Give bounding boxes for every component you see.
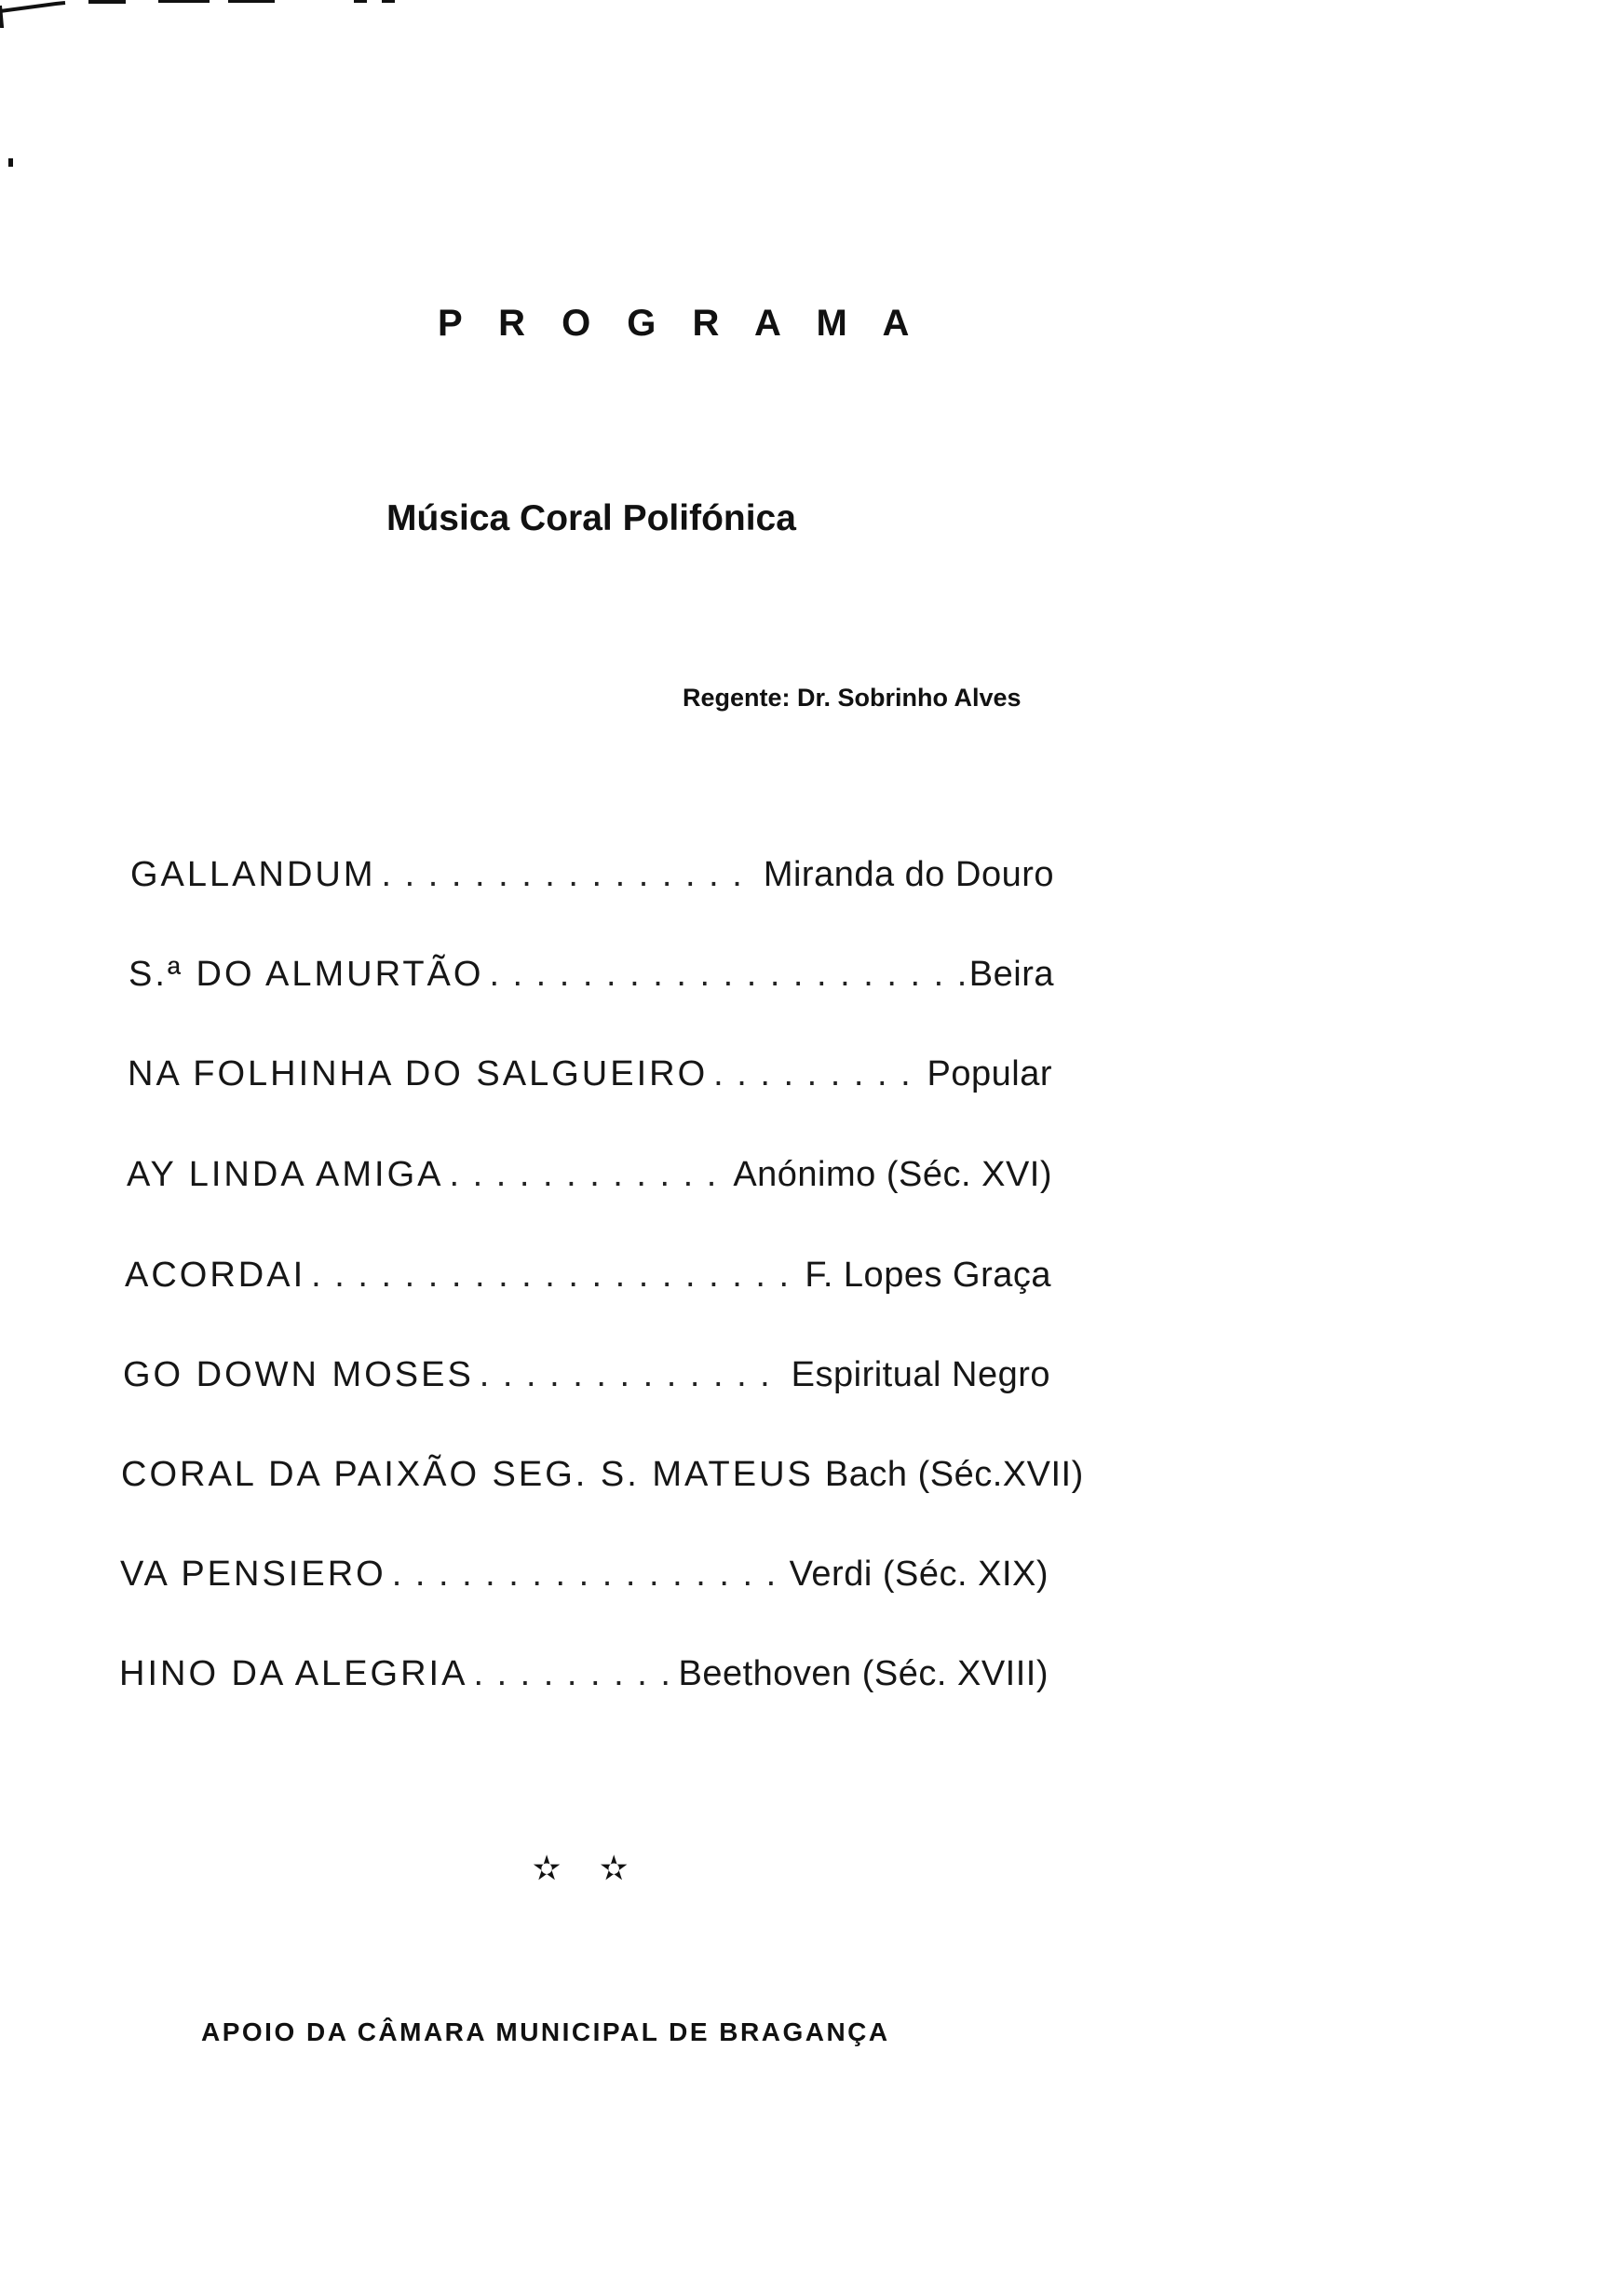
piece-title: ACORDAI bbox=[125, 1256, 306, 1295]
star-outline-icon: ✫ ✫ bbox=[533, 1849, 643, 1887]
sponsor-credit: APOIO DA CÂMARA MUNICIPAL DE BRAGANÇA bbox=[201, 2017, 890, 2046]
piece-origin: Miranda do Douro bbox=[763, 855, 1054, 894]
dot-leader bbox=[480, 1355, 786, 1395]
conductor-line: Regente: Dr. Sobrinho Alves bbox=[683, 684, 1022, 712]
piece-origin: F. Lopes Graça bbox=[805, 1256, 1051, 1295]
piece-origin: Anónimo (Séc. XVI) bbox=[733, 1155, 1052, 1194]
dot-leader bbox=[392, 1555, 784, 1595]
program-item bbox=[125, 1256, 1051, 1302]
piece-title: VA PENSIERO bbox=[120, 1555, 386, 1594]
program-item bbox=[123, 1355, 1050, 1402]
page-title: P R O G R A M A bbox=[438, 303, 923, 344]
program-item bbox=[121, 1455, 1084, 1501]
piece-title: S.ª DO ALMURTÃO bbox=[129, 955, 484, 994]
program-item bbox=[128, 1054, 1052, 1101]
program-item bbox=[119, 1654, 1049, 1701]
program-item bbox=[130, 855, 1054, 902]
piece-title: GO DOWN MOSES bbox=[123, 1355, 474, 1394]
program-item bbox=[129, 955, 1054, 1001]
dot-leader bbox=[382, 855, 758, 895]
piece-origin: Bach (Séc.XVII) bbox=[824, 1455, 1084, 1494]
program-item bbox=[120, 1555, 1049, 1601]
piece-origin: Espiritual Negro bbox=[791, 1355, 1050, 1394]
piece-title: AY LINDA AMIGA bbox=[127, 1155, 444, 1194]
dot-leader bbox=[311, 1256, 799, 1296]
scan-artifact-dot bbox=[8, 158, 13, 167]
page-subtitle: Música Coral Polifónica bbox=[386, 498, 796, 538]
piece-origin: Verdi (Séc. XIX) bbox=[789, 1555, 1049, 1594]
piece-title: HINO DA ALEGRIA bbox=[119, 1654, 468, 1693]
piece-origin: Beethoven (Séc. XVIII) bbox=[678, 1654, 1049, 1693]
piece-origin: Popular bbox=[927, 1054, 1052, 1093]
piece-title: GALLANDUM bbox=[130, 855, 376, 894]
piece-origin: Beira bbox=[968, 955, 1054, 994]
dot-leader bbox=[473, 1654, 672, 1694]
dot-leader bbox=[713, 1054, 921, 1094]
dot-leader bbox=[450, 1155, 728, 1195]
piece-title: NA FOLHINHA DO SALGUEIRO bbox=[128, 1054, 709, 1093]
dot-leader bbox=[489, 955, 963, 995]
piece-title: CORAL DA PAIXÃO SEG. S. MATEUS bbox=[121, 1455, 814, 1494]
program-item bbox=[127, 1155, 1052, 1202]
scan-artifact-top bbox=[0, 0, 410, 28]
